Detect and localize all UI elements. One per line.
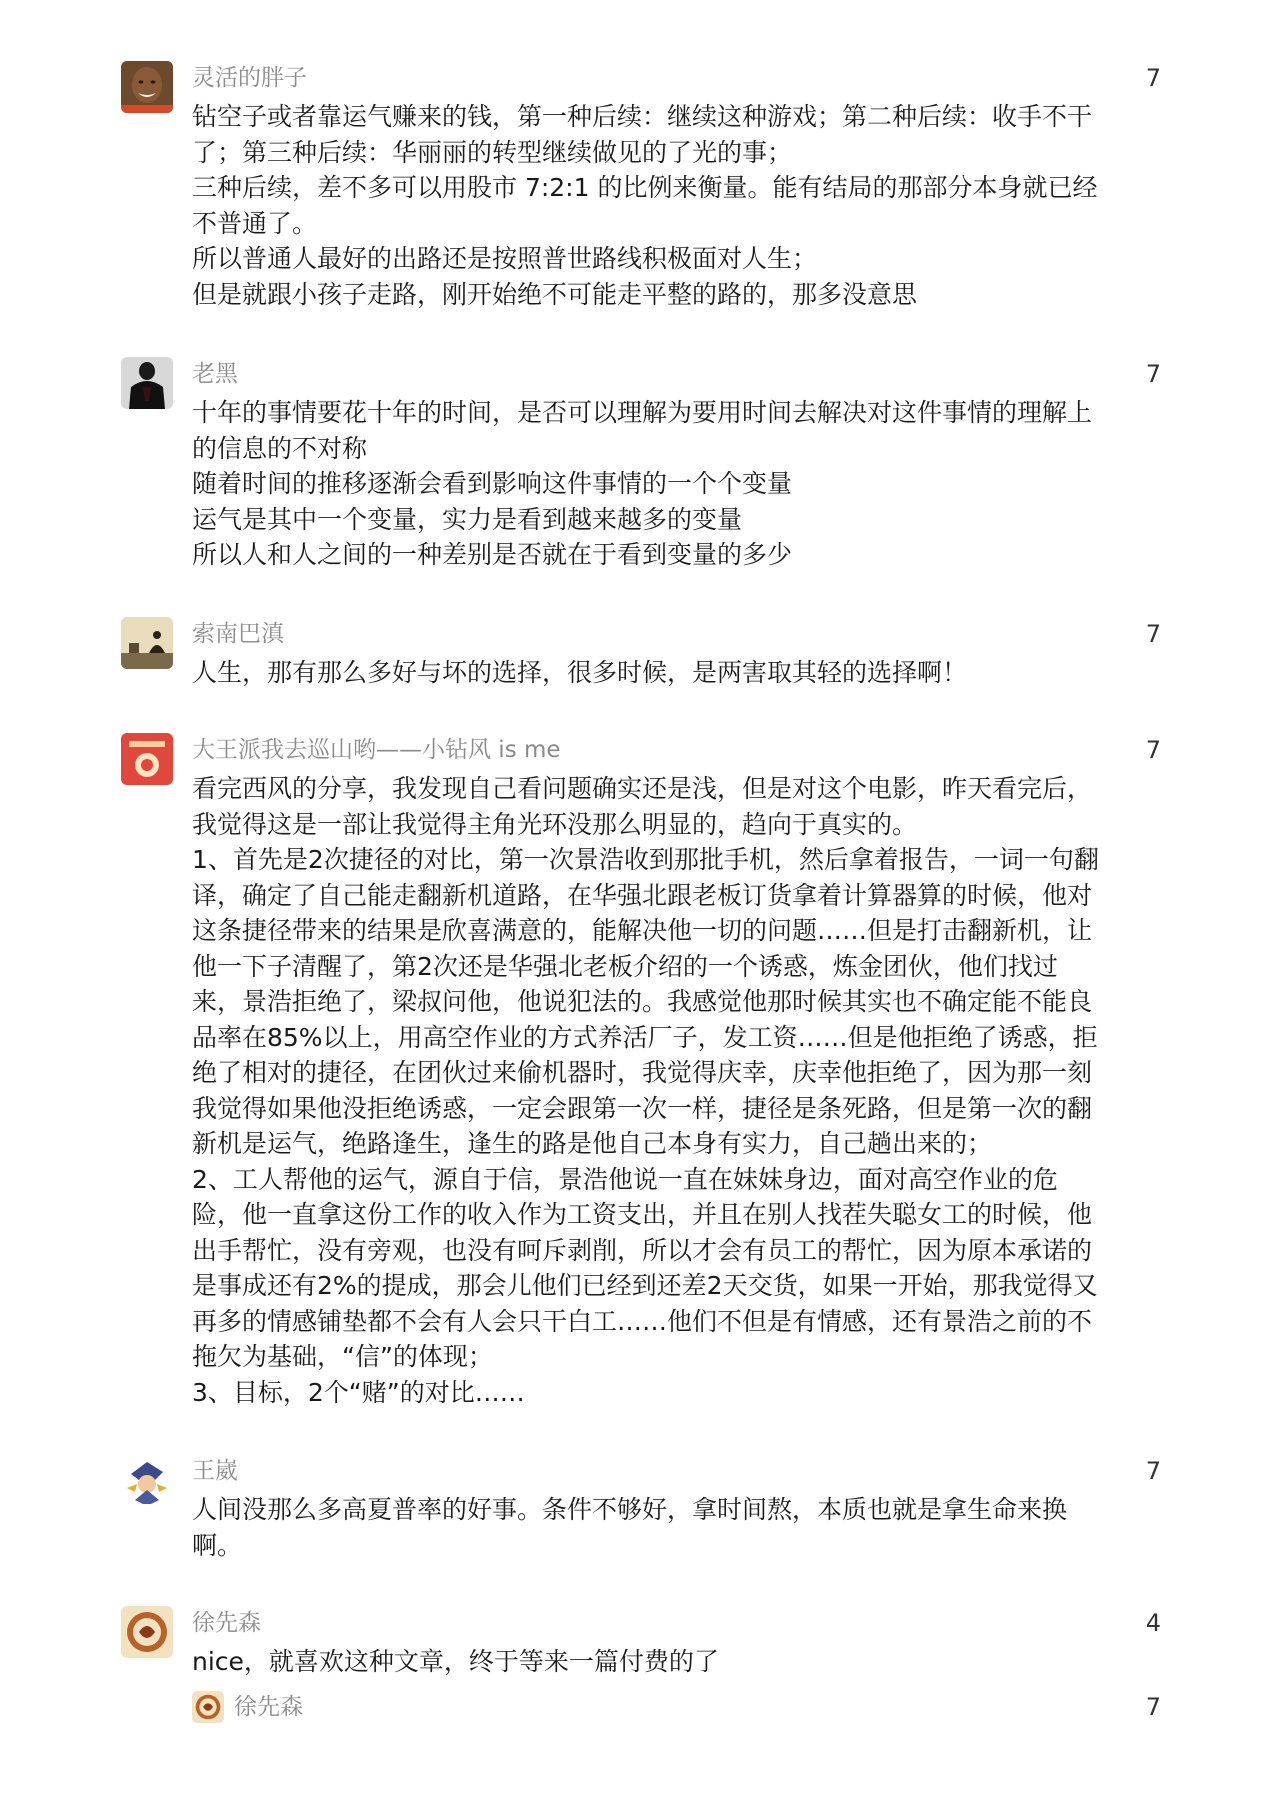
comment-line: 来，景浩拒绝了，梁叔问他，他说犯法的。我感觉他那时候其实也不确定能不能良 [192,987,1093,1016]
man-photo-avatar[interactable] [121,61,173,113]
comment-line: 我觉得这是一部让我觉得主角光环没那么明显的，趋向于真实的。 [192,809,918,839]
comment-line: 3、目标，2个“赌”的对比…… [192,1377,525,1407]
comment-line: 我觉得如果他没拒绝诱惑，一定会跟第一次一样，捷径是条死路，但是第一次的翻 [192,1093,1093,1123]
comment-line: 这条捷径带来的结果是欣喜满意的，能解决他一切的问题……但是打击翻新机，让 [192,916,1093,945]
comment-line: 看完西风的分享，我发现自己看问题确实还是浅，但是对这个电影，昨天看完后， [192,774,1093,803]
comment-line: 他一下子清醒了，第2次还是华强北老板介绍的一个诱惑，炼金团伙，他们找过 [192,951,1058,981]
comment-line: 1、首先是2次捷径的对比，第一次景浩收到那批手机，然后拿着报告，一词一句翻 [192,845,1099,874]
like-count[interactable]: 7 [1145,620,1161,648]
comment-text [192,771,1161,1410]
comment-line: 2、工人帮他的运气，源自于信，景浩他说一直在妹妹身边，面对高空作业的危 [192,1164,1058,1194]
like-count[interactable]: 7 [1145,360,1161,388]
comment-item [121,1606,1161,1746]
comment-text [192,1492,1161,1563]
comment-text [192,655,1161,691]
comment-line: 随着时间的推移逐渐会看到影响这件事情的一个个变量 [192,469,793,498]
comment-line: 啊。 [192,1530,243,1560]
anime-character-avatar[interactable] [121,1454,173,1506]
comment-username[interactable]: 王崴 [192,1458,238,1484]
meditation-avatar[interactable] [121,617,173,669]
comment-item [121,733,1161,1413]
dragon-emblem-avatar[interactable] [121,1606,173,1658]
like-count[interactable]: 7 [1145,1457,1161,1485]
comment-line: 品率在85%以上，用高空作业的方式养活厂子，发工资……但是他拒绝了诱惑，拒 [192,1022,1098,1052]
comment-text [192,395,1161,573]
comment-line: 人间没那么多高夏普率的好事。条件不够好，拿时间熬，本质也就是拿生命来换 [192,1495,1068,1524]
comment-line: 了；第三种后续：华丽丽的转型继续做见的了光的事； [192,137,793,167]
comment-item [121,1454,1161,1564]
comment-text [192,99,1161,312]
comment-line: 运气是其中一个变量，实力是看到越来越多的变量 [192,504,743,534]
comment-text [192,1644,1161,1680]
comment-username[interactable]: 大王派我去巡山哟——小钻风 is me [192,737,561,763]
like-count[interactable]: 7 [1145,1693,1161,1721]
reply-item [192,1690,1161,1724]
comment-line: 人生，那有那么多好与坏的选择，很多时候，是两害取其轻的选择啊！ [192,658,968,687]
comment-line: 但是就跟小孩子走路，刚开始绝不可能走平整的路的，那多没意思 [192,279,918,309]
dragon-emblem-avatar[interactable] [192,1691,224,1723]
comment-line: 钻空子或者靠运气赚来的钱，第一种后续：继续这种游戏；第二种后续：收手不干 [192,102,1093,131]
comment-line: 新机是运气，绝路逢生，逢生的路是他自己本身有实力，自己趟出来的； [192,1129,993,1158]
comment-line: 的信息的不对称 [192,433,368,463]
like-count[interactable]: 7 [1145,736,1161,764]
comment-item [121,61,1161,321]
comment-line: 再多的情感铺垫都不会有人会只干白工……他们不但是有情感，还有景浩之前的不 [192,1306,1093,1336]
comment-line: 拖欠为基础，“信”的体现； [192,1342,493,1371]
comment-line: 出手帮忙，没有旁观，也没有呵斥剥削，所以才会有员工的帮忙，因为原本承诺的 [192,1235,1093,1265]
comment-line: 译，确定了自己能走翻新机道路，在华强北跟老板订货拿着计算器算的时候，他对 [192,880,1093,910]
dark-figure-avatar[interactable] [121,357,173,409]
comment-line: 绝了相对的捷径，在团伙过来偷机器时，我觉得庆幸，庆幸他拒绝了，因为那一刻 [192,1058,1093,1087]
comment-line: 是事成还有2%的提成，那会儿他们已经到还差2天交货，如果一开始，那我觉得又 [192,1271,1098,1300]
reply-username[interactable]: 徐先森 [234,1694,303,1720]
comment-line: nice，就喜欢这种文章，终于等来一篇付费的了 [192,1647,719,1676]
comment-item [121,617,1161,697]
comment-line: 所以普通人最好的出路还是按照普世路线积极面对人生； [192,244,818,273]
comment-line: 所以人和人之间的一种差别是否就在于看到变量的多少 [192,540,793,569]
comment-username[interactable]: 灵活的胖子 [192,65,307,91]
comment-line: 三种后续，差不多可以用股市 7:2:1 的比例来衡量。能有结局的那部分本身就已经 [192,173,1098,202]
comment-username[interactable]: 徐先森 [192,1610,261,1636]
comment-line: 不普通了。 [192,208,318,238]
like-count[interactable]: 4 [1145,1609,1161,1637]
like-count[interactable]: 7 [1145,64,1161,92]
comment-username[interactable]: 老黑 [192,361,238,387]
comment-line: 险，他一直拿这份工作的收入作为工资支出，并且在别人找茬失聪女工的时候，他 [192,1200,1093,1229]
comment-item [121,357,1161,577]
red-logo-avatar[interactable] [121,733,173,785]
comment-username[interactable]: 索南巴滇 [192,621,284,647]
comment-line: 十年的事情要花十年的时间，是否可以理解为要用时间去解决对这件事情的理解上 [192,398,1093,427]
